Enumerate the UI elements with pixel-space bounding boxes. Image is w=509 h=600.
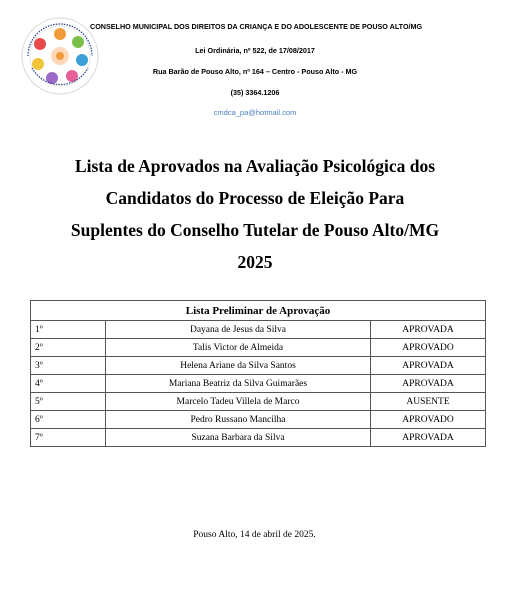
row-status: APROVADA [371,429,486,447]
row-status: APROVADO [371,411,486,429]
row-position: 3º [31,357,106,375]
row-position: 2º [31,339,106,357]
title-line-2: Candidatos do Processo de Eleição Para [105,188,405,208]
row-name: Helena Ariane da Silva Santos [106,357,371,375]
table-row [31,375,486,393]
address: Rua Barão de Pouso Alto, nº 164 – Centro - Pouso Alto - MG [152,67,358,76]
table-heading: Lista Preliminar de Aprovação [31,301,486,321]
row-status: APROVADA [371,357,486,375]
org-name: CONSELHO MUNICIPAL DOS DIREITOS DA CRIANÇA E DO ADOLESCENTE DE POUSO ALTO/MG [90,22,423,31]
table-row [31,321,486,339]
row-name: Pedro Russano Mancilha [106,411,371,429]
row-name: Marcelo Tadeu Villela de Marco [106,393,371,411]
date-line: Pouso Alto, 14 de abril de 2025. [193,530,316,540]
row-position: 1º [31,321,106,339]
table-row [31,339,486,357]
approval-table [30,300,486,447]
email-link[interactable]: cmdca_pa@hotmail.com [213,108,297,117]
table-row [31,393,486,411]
row-status: AUSENTE [371,393,486,411]
cmdca-logo [20,16,100,96]
title-line-1: Lista de Aprovados na Avaliação Psicológica dos [74,156,436,176]
table-row [31,429,486,447]
table-row [31,411,486,429]
title-line-4: 2025 [237,252,273,272]
table-heading-row [31,301,486,321]
row-position: 6º [31,411,106,429]
row-name: Dayana de Jesus da Silva [106,321,371,339]
row-position: 5º [31,393,106,411]
phone: (35) 3364.1206 [230,88,280,97]
law-reference: Lei Ordinária, nº 522, de 17/08/2017 [195,46,315,55]
row-status: APROVADA [371,321,486,339]
row-name: Suzana Barbara da Silva [106,429,371,447]
row-status: APROVADA [371,375,486,393]
row-name: Mariana Beatriz da Silva Guimarães [106,375,371,393]
title-line-3: Suplentes do Conselho Tutelar de Pouso Alto/MG [70,220,440,240]
row-name: Talis Victor de Almeida [106,339,371,357]
row-position: 4º [31,375,106,393]
row-status: APROVADO [371,339,486,357]
row-position: 7º [31,429,106,447]
table-row [31,357,486,375]
document-title [40,150,470,278]
